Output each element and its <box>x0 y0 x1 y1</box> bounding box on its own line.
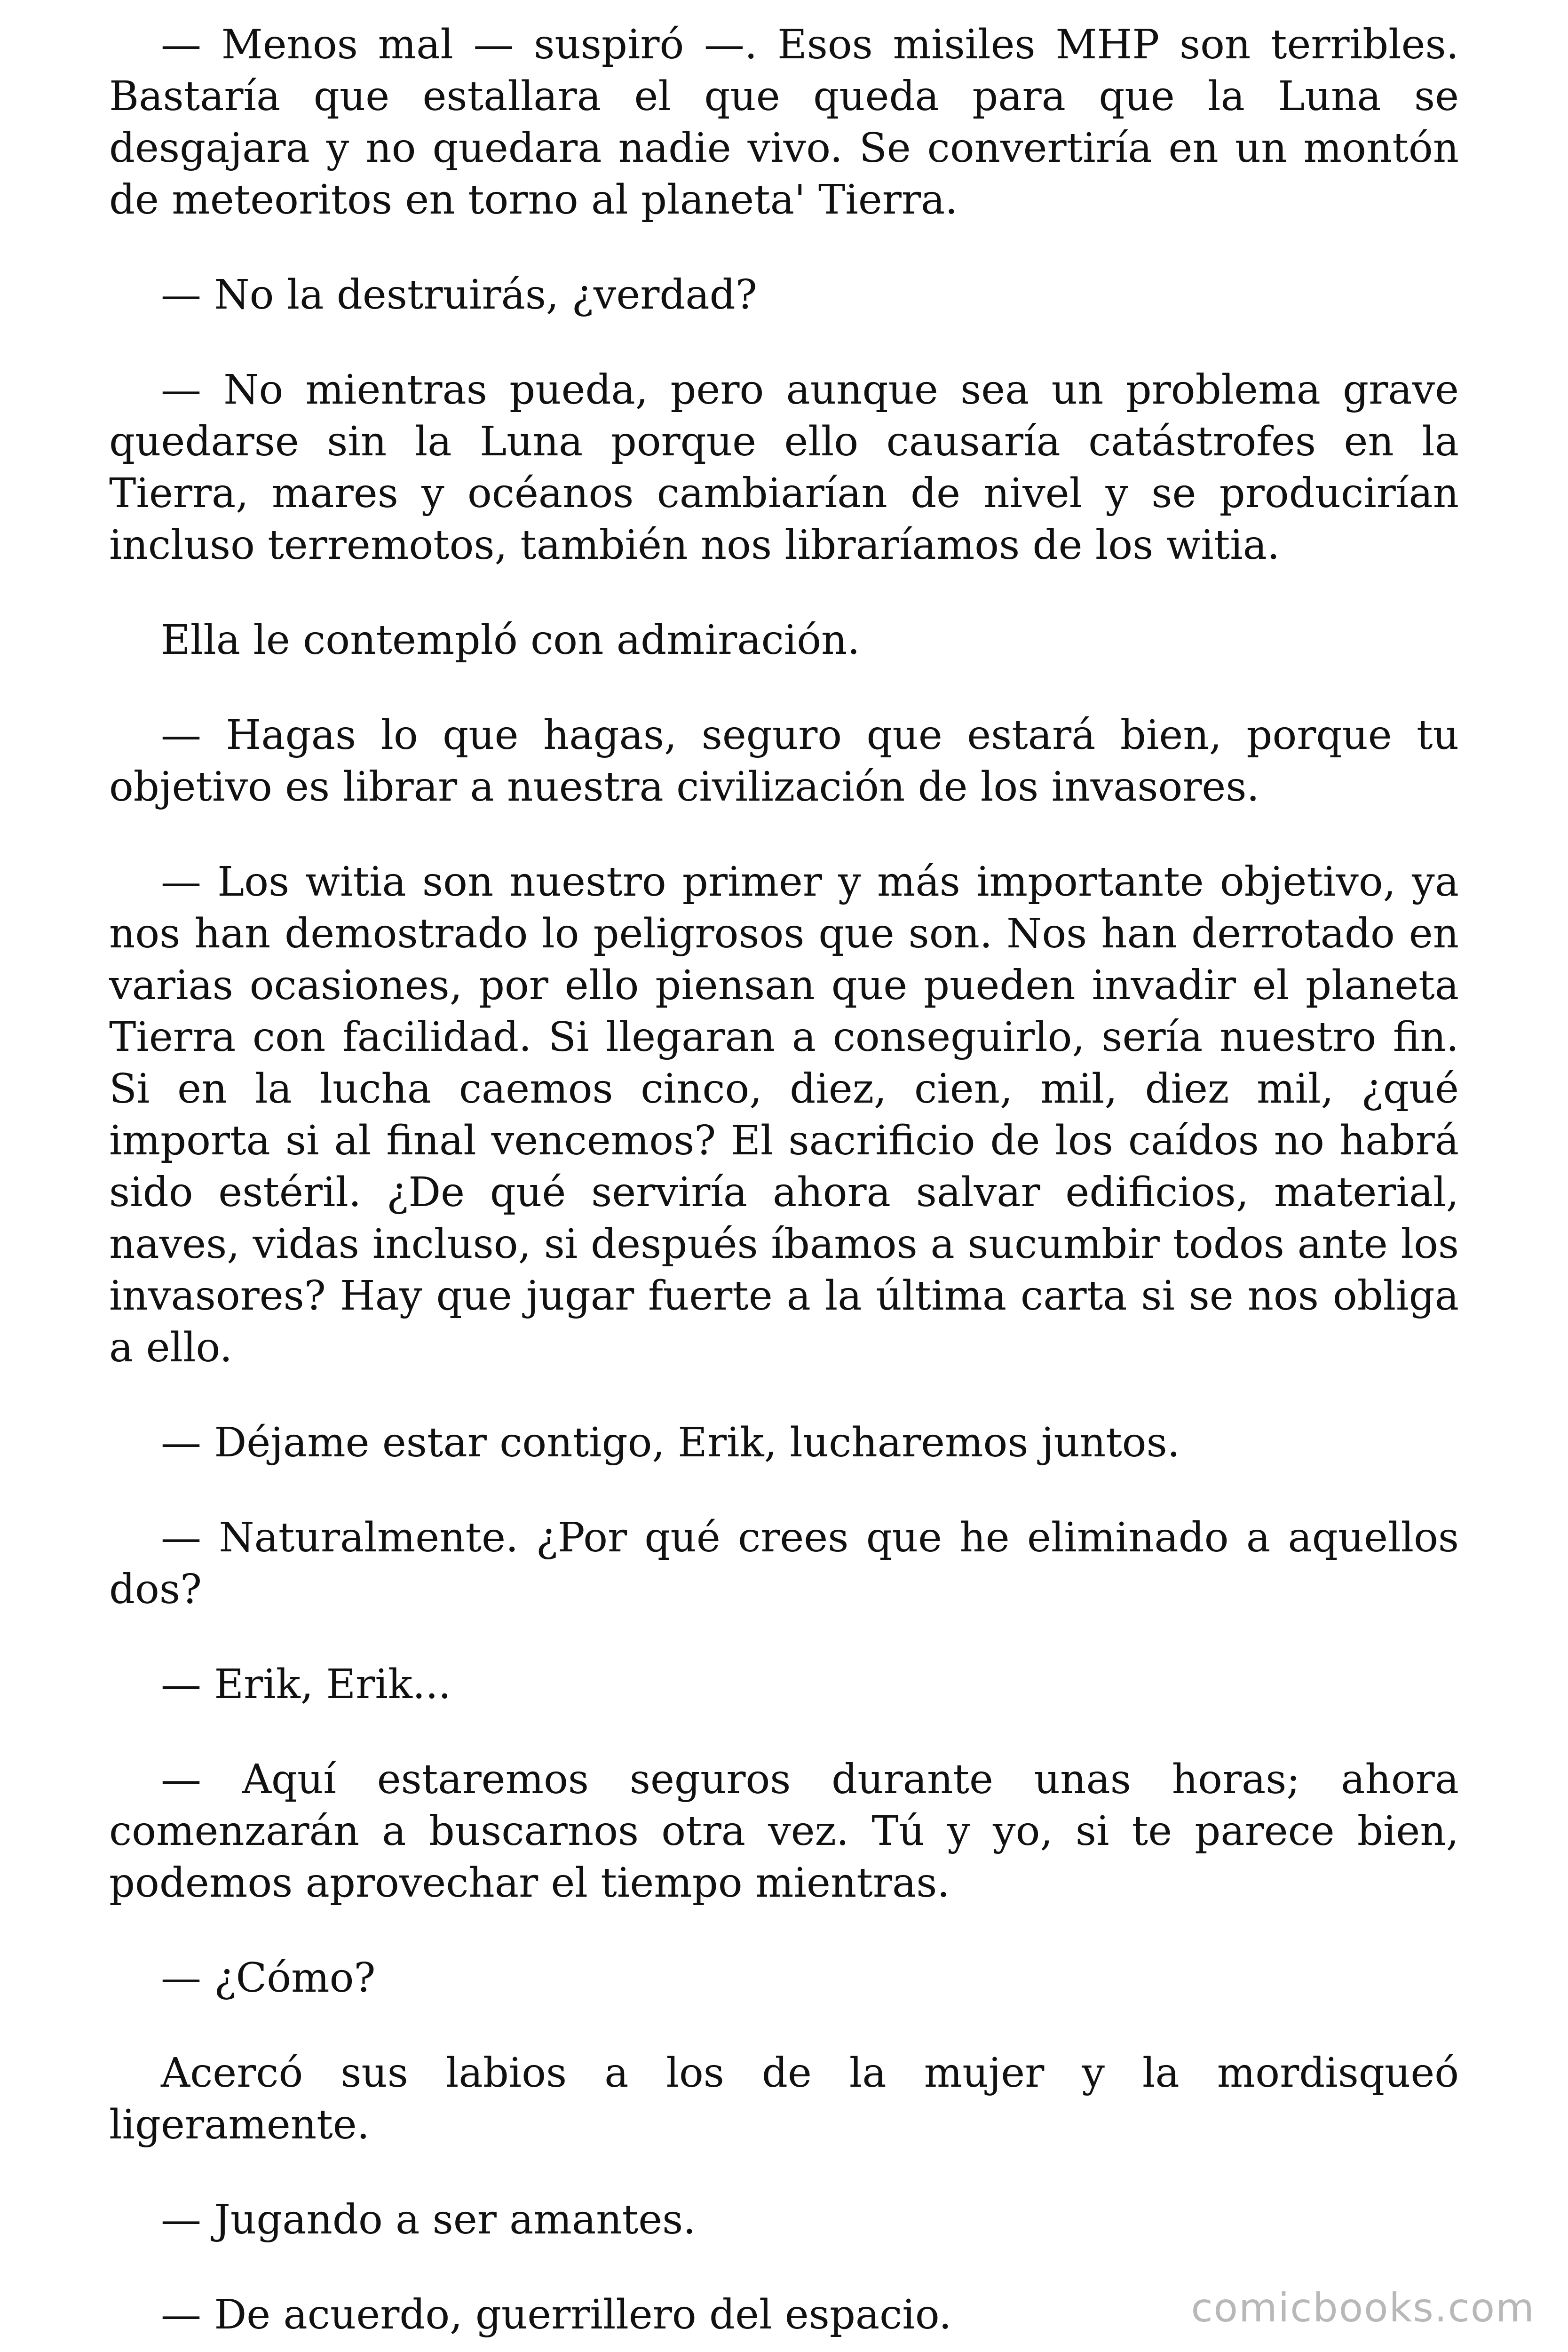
paragraph: — No mientras pueda, pero aunque sea un problema grave quedarse sin la Luna porque ello causaría catástrofes en la Tierra, mares y océanos cambiarían de nivel y se producirían incluso terremotos, también nos libraríamos de los witia. <box>109 366 1459 569</box>
paragraph: — Déjame estar contigo, Erik, lucharemos juntos. <box>161 1419 1180 1466</box>
paragraph: — De acuerdo, guerrillero del espacio. <box>161 2291 952 2338</box>
paragraph: Ella le contempló con admiración. <box>161 617 860 664</box>
paragraph: — Aquí estaremos seguros durante unas horas; ahora comenzarán a buscarnos otra vez. Tú y yo, si te parece bien, podemos aprovechar el tiempo mientras. <box>109 1756 1459 1907</box>
paragraph: — Naturalmente. ¿Por qué crees que he eliminado a aquellos dos? <box>109 1514 1459 1613</box>
paragraph: — Menos mal — suspiró —. Esos misiles MHP son terribles. Bastaría que estallara el que queda para que la Luna se desgajara y no quedara nadie vivo. Se convertiría en un montón de meteoritos en torno al planeta' Tierra. <box>109 21 1459 223</box>
paragraph: — Los witia son nuestro primer y más importante objetivo, ya nos han demostrado lo peligrosos que son. Nos han derrotado en varias ocasiones, por ello piensan que pueden invadir el planeta Tierra con facilidad. Si llegaran a conseguirlo, sería nuestro fin. Si en la lucha caemos cinco, diez, cien, mil, diez mil, ¿qué importa si al final vencemos? El sacrificio de los caídos no habrá sido estéril. ¿De qué serviría ahora salvar edificios, material, naves, vidas incluso, si después íbamos a sucumbir todos ante los invasores? Hay que jugar fuerte a la última carta si se nos obliga a ello. <box>109 858 1459 1371</box>
paragraph: — ¿Cómo? <box>161 1955 376 2002</box>
paragraph: — Hagas lo que hagas, seguro que estará bien, porque tu objetivo es librar a nuestra civilización de los invasores. <box>109 712 1459 810</box>
paragraph: — No la destruirás, ¿verdad? <box>161 271 757 318</box>
watermark: comicbooks.com <box>1191 2285 1535 2331</box>
book-page <box>109 19 1459 2352</box>
paragraph: Acercó sus labios a los de la mujer y la mordisqueó ligeramente. <box>109 2050 1459 2148</box>
paragraph: — Jugando a ser amantes. <box>161 2196 696 2243</box>
paragraph: — Erik, Erik... <box>161 1661 451 1708</box>
